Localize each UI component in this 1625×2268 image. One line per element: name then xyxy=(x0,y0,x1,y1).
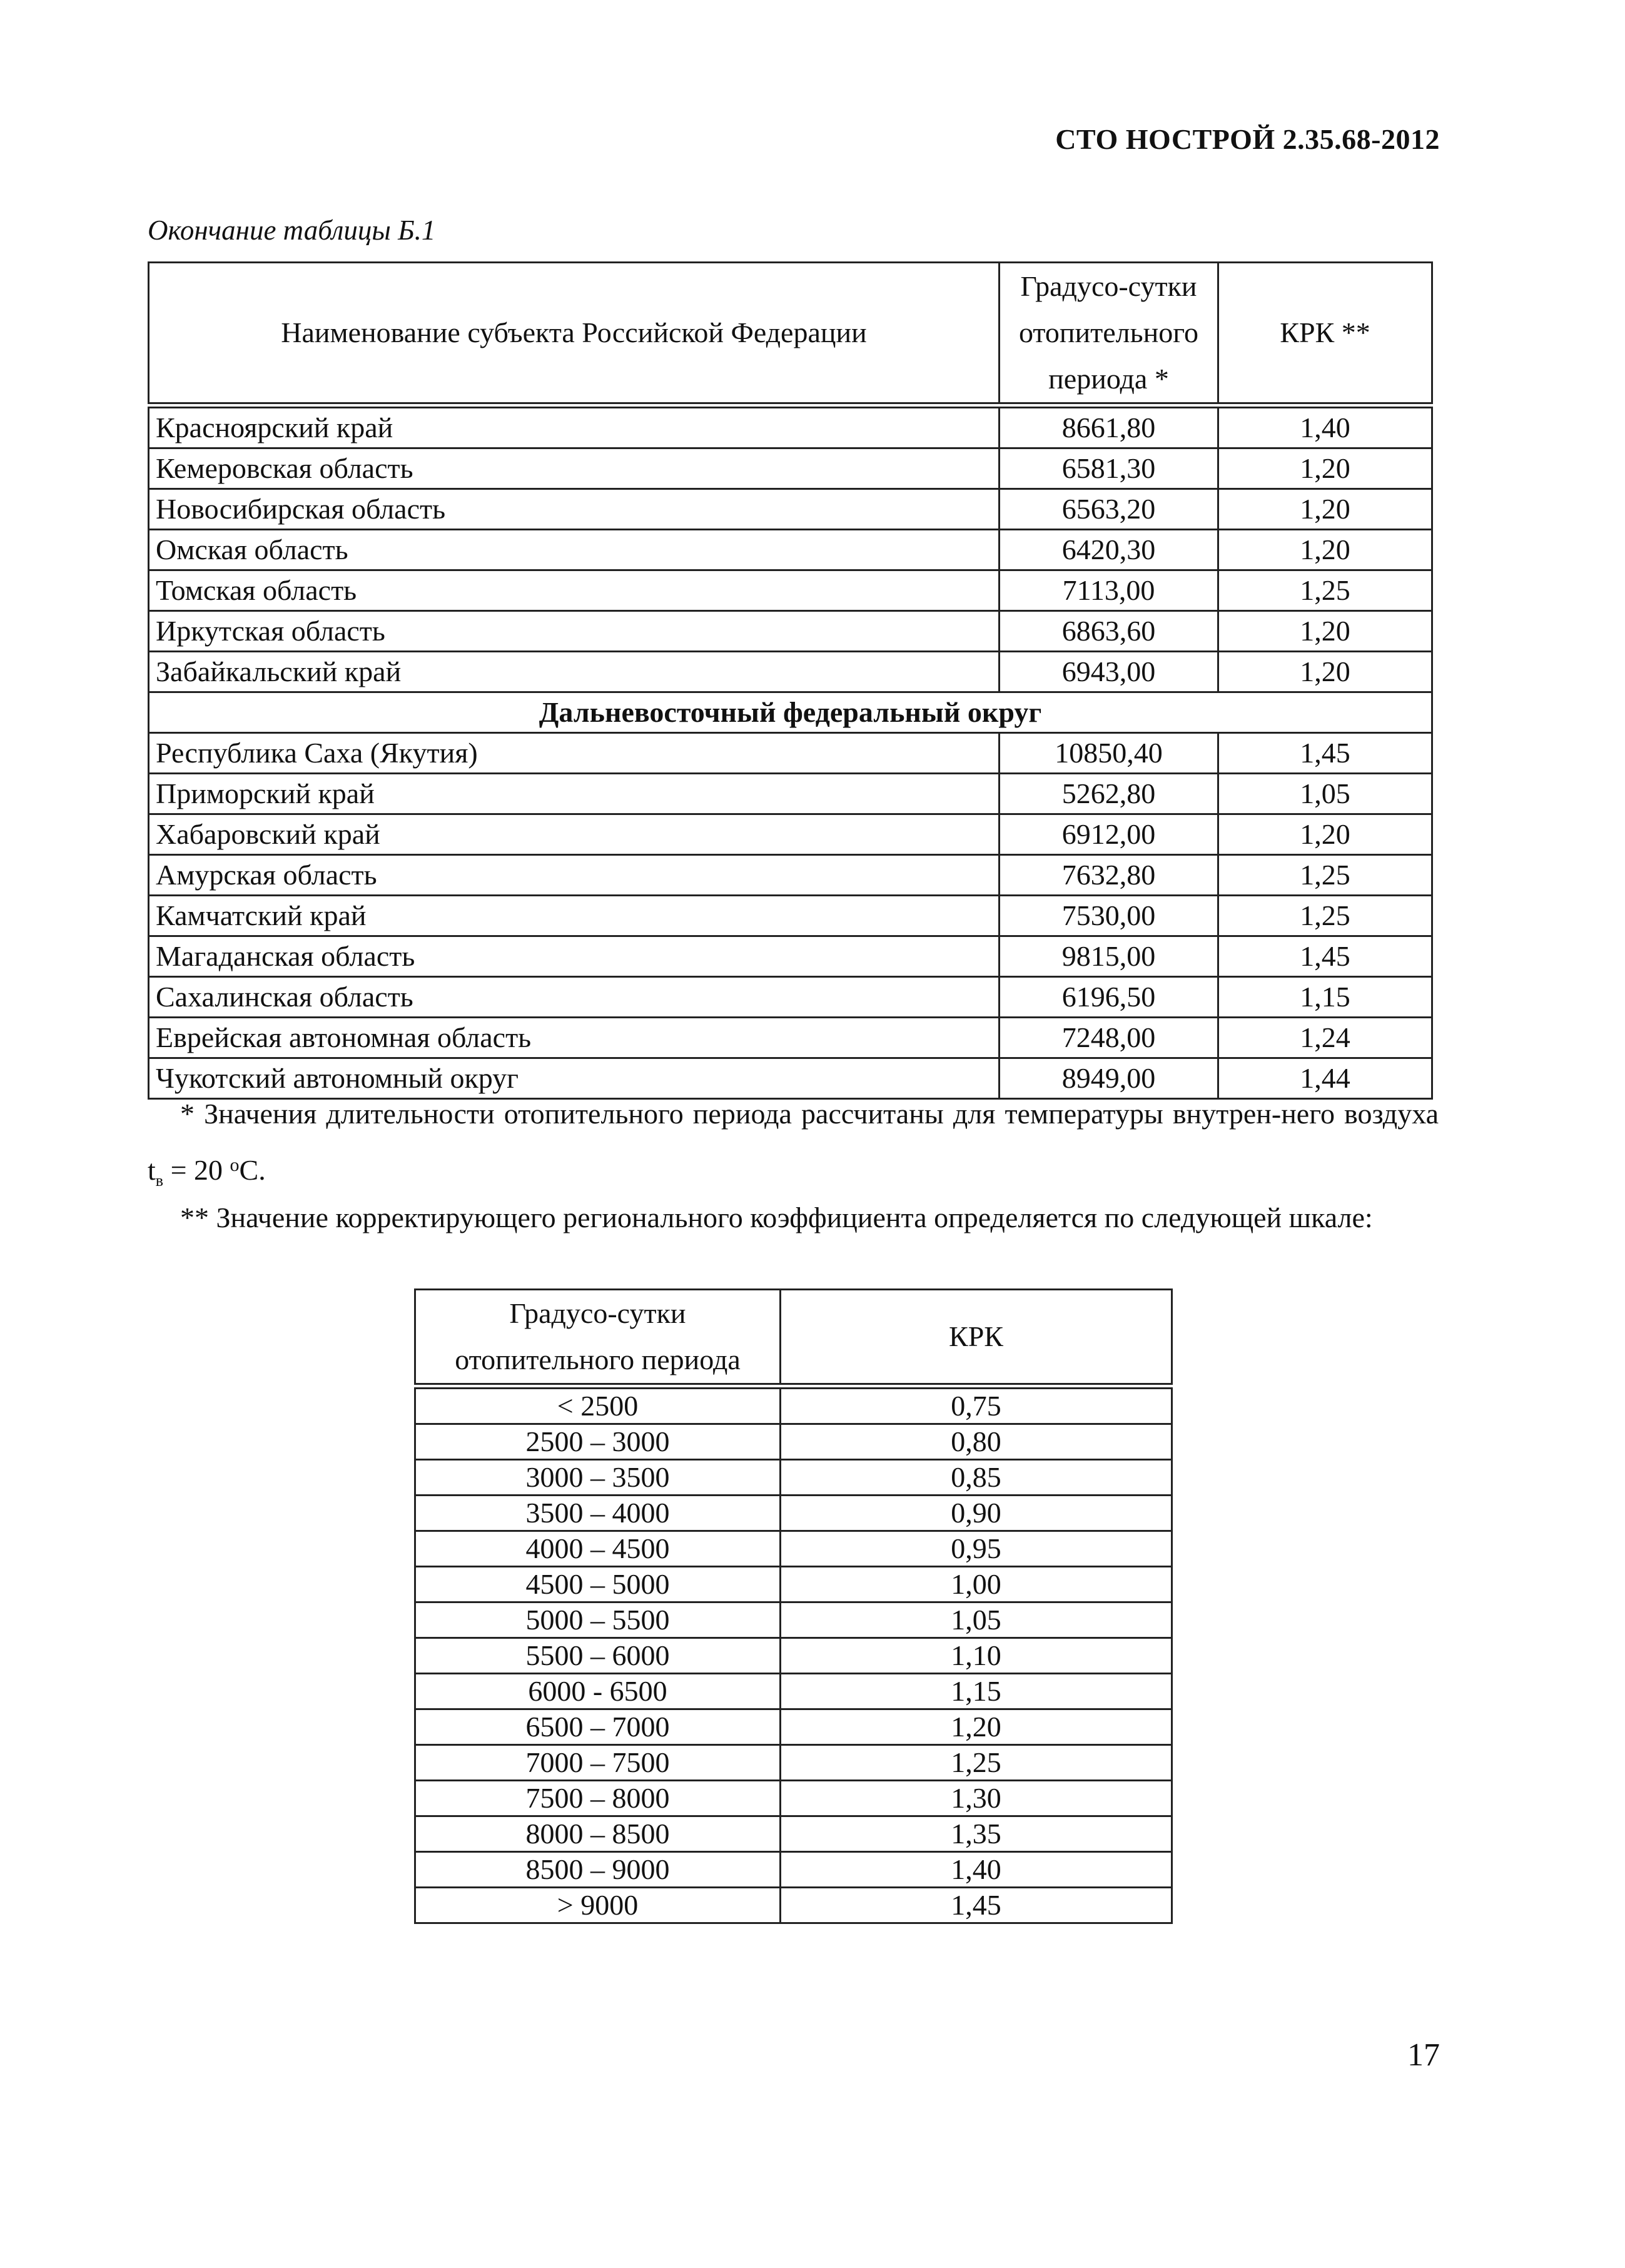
degree-days-range-cell: 7500 – 8000 xyxy=(415,1781,781,1816)
krk-cell: 1,45 xyxy=(1218,936,1432,977)
table-row xyxy=(415,1496,1172,1531)
table-row xyxy=(149,489,1432,530)
krk-value-cell: 0,75 xyxy=(781,1386,1172,1424)
document-code-header: СТО НОСТРОЙ 2.35.68-2012 xyxy=(1055,123,1440,155)
table-row xyxy=(149,405,1432,448)
krk-value-cell: 1,30 xyxy=(781,1781,1172,1816)
region-name-cell: Республика Саха (Якутия) xyxy=(149,733,1000,774)
degree-days-range-cell: 3000 – 3500 xyxy=(415,1460,781,1496)
footnote-krk xyxy=(148,1192,1439,1243)
region-name-cell: Хабаровский край xyxy=(149,814,1000,855)
degree-days-cell: 6563,20 xyxy=(1000,489,1218,530)
degree-days-range-cell: > 9000 xyxy=(415,1888,781,1923)
table-row xyxy=(415,1567,1172,1602)
region-name-cell: Томская область xyxy=(149,570,1000,611)
krk-cell: 1,25 xyxy=(1218,855,1432,896)
krk-value-cell: 0,95 xyxy=(781,1531,1172,1567)
table-row xyxy=(415,1745,1172,1781)
krk-scale-body xyxy=(415,1386,1172,1923)
scale-header-line: отопительного периода xyxy=(455,1344,741,1375)
degree-days-cell: 5262,80 xyxy=(1000,774,1218,814)
table-row xyxy=(415,1816,1172,1852)
regions-table xyxy=(148,261,1433,1100)
region-name-cell: Кемеровская область xyxy=(149,448,1000,489)
degree-days-range-cell: 4000 – 4500 xyxy=(415,1531,781,1567)
footnote-text: * Значения длительности отопительного периода рассчитаны для температуры внутрен-него воздуха t xyxy=(148,1098,1439,1186)
table-row xyxy=(415,1531,1172,1567)
krk-value-cell: 1,20 xyxy=(781,1709,1172,1745)
footnote-text: С. xyxy=(239,1154,266,1186)
table-row xyxy=(415,1852,1172,1888)
krk-cell: 1,05 xyxy=(1218,774,1432,814)
scale-header-krk: КРК xyxy=(781,1290,1172,1387)
krk-cell: 1,20 xyxy=(1218,652,1432,692)
section-row xyxy=(149,692,1432,733)
footnote-text: ** Значение корректирующего регионального коэффициента определяется по следующей шкале: xyxy=(180,1202,1373,1233)
degree-days-cell: 7113,00 xyxy=(1000,570,1218,611)
table-row xyxy=(149,530,1432,570)
table-caption: Окончание таблицы Б.1 xyxy=(148,215,436,246)
table-row xyxy=(149,611,1432,652)
footnote-degree-days xyxy=(148,1088,1439,1207)
regions-table-header xyxy=(149,263,1432,406)
krk-value-cell: 0,80 xyxy=(781,1424,1172,1460)
degree-days-cell: 8661,80 xyxy=(1000,405,1218,448)
region-name-cell: Еврейская автономная область xyxy=(149,1018,1000,1058)
table-row xyxy=(149,936,1432,977)
column-header-degree-days-line: отопительного xyxy=(1019,316,1198,348)
degree-days-range-cell: 8000 – 8500 xyxy=(415,1816,781,1852)
table-row xyxy=(149,814,1432,855)
table-row xyxy=(149,733,1432,774)
degree-days-cell: 6420,30 xyxy=(1000,530,1218,570)
krk-value-cell: 1,15 xyxy=(781,1674,1172,1709)
footnote-text: = 20 xyxy=(163,1154,230,1186)
column-header-krk: КРК ** xyxy=(1218,263,1432,406)
table-row xyxy=(415,1386,1172,1424)
degree-days-range-cell: 2500 – 3000 xyxy=(415,1424,781,1460)
region-name-cell: Магаданская область xyxy=(149,936,1000,977)
degree-days-cell: 7248,00 xyxy=(1000,1018,1218,1058)
krk-value-cell: 1,00 xyxy=(781,1567,1172,1602)
region-name-cell: Амурская область xyxy=(149,855,1000,896)
krk-cell: 1,20 xyxy=(1218,611,1432,652)
krk-value-cell: 1,45 xyxy=(781,1888,1172,1923)
table-row xyxy=(149,855,1432,896)
region-name-cell: Забайкальский край xyxy=(149,652,1000,692)
section-title: Дальневосточный федеральный округ xyxy=(149,692,1432,733)
degree-days-cell: 6196,50 xyxy=(1000,977,1218,1018)
degree-days-cell: 7530,00 xyxy=(1000,896,1218,936)
degree-days-cell: 6912,00 xyxy=(1000,814,1218,855)
column-header-subject: Наименование субъекта Российской Федерации xyxy=(149,263,1000,406)
section-row-group xyxy=(149,692,1432,733)
degree-days-cell: 9815,00 xyxy=(1000,936,1218,977)
footnote-subscript: в xyxy=(155,1172,164,1190)
krk-cell: 1,44 xyxy=(1218,1058,1432,1099)
table-row xyxy=(415,1602,1172,1638)
table-row xyxy=(149,570,1432,611)
krk-value-cell: 1,10 xyxy=(781,1638,1172,1674)
scale-header-line: Градусо-сутки xyxy=(509,1297,686,1329)
degree-sign: o xyxy=(230,1155,240,1175)
region-name-cell: Чукотский автономный округ xyxy=(149,1058,1000,1099)
region-name-cell: Сахалинская область xyxy=(149,977,1000,1018)
column-header-degree-days-line: Градусо-сутки xyxy=(1020,270,1197,302)
table-row xyxy=(149,774,1432,814)
table-row xyxy=(149,448,1432,489)
krk-value-cell: 1,25 xyxy=(781,1745,1172,1781)
krk-value-cell: 1,40 xyxy=(781,1852,1172,1888)
degree-days-range-cell: < 2500 xyxy=(415,1386,781,1424)
krk-cell: 1,20 xyxy=(1218,448,1432,489)
column-header-degree-days xyxy=(1000,263,1218,406)
degree-days-range-cell: 6500 – 7000 xyxy=(415,1709,781,1745)
region-name-cell: Иркутская область xyxy=(149,611,1000,652)
table-row xyxy=(149,1018,1432,1058)
krk-cell: 1,15 xyxy=(1218,977,1432,1018)
degree-days-range-cell: 3500 – 4000 xyxy=(415,1496,781,1531)
degree-days-cell: 7632,80 xyxy=(1000,855,1218,896)
krk-value-cell: 0,90 xyxy=(781,1496,1172,1531)
table-row xyxy=(415,1424,1172,1460)
krk-cell: 1,45 xyxy=(1218,733,1432,774)
krk-cell: 1,25 xyxy=(1218,896,1432,936)
krk-cell: 1,25 xyxy=(1218,570,1432,611)
degree-days-cell: 10850,40 xyxy=(1000,733,1218,774)
table-row xyxy=(149,977,1432,1018)
table-row xyxy=(415,1638,1172,1674)
region-name-cell: Камчатский край xyxy=(149,896,1000,936)
region-name-cell: Приморский край xyxy=(149,774,1000,814)
krk-cell: 1,24 xyxy=(1218,1018,1432,1058)
degree-days-cell: 8949,00 xyxy=(1000,1058,1218,1099)
degree-days-cell: 6943,00 xyxy=(1000,652,1218,692)
degree-days-range-cell: 6000 - 6500 xyxy=(415,1674,781,1709)
degree-days-range-cell: 5000 – 5500 xyxy=(415,1602,781,1638)
krk-value-cell: 0,85 xyxy=(781,1460,1172,1496)
page-number: 17 xyxy=(1407,2037,1440,2073)
table-row xyxy=(415,1709,1172,1745)
krk-value-cell: 1,35 xyxy=(781,1816,1172,1852)
table-row xyxy=(149,896,1432,936)
table-row xyxy=(149,652,1432,692)
degree-days-range-cell: 8500 – 9000 xyxy=(415,1852,781,1888)
krk-cell: 1,20 xyxy=(1218,530,1432,570)
table-row xyxy=(415,1888,1172,1923)
degree-days-range-cell: 5500 – 6000 xyxy=(415,1638,781,1674)
region-name-cell: Омская область xyxy=(149,530,1000,570)
krk-scale-table xyxy=(414,1288,1173,1924)
krk-cell: 1,40 xyxy=(1218,405,1432,448)
krk-cell: 1,20 xyxy=(1218,814,1432,855)
krk-value-cell: 1,05 xyxy=(781,1602,1172,1638)
table-row xyxy=(415,1460,1172,1496)
degree-days-cell: 6863,60 xyxy=(1000,611,1218,652)
krk-scale-header xyxy=(415,1290,1172,1387)
degree-days-range-cell: 4500 – 5000 xyxy=(415,1567,781,1602)
table-row xyxy=(415,1781,1172,1816)
table-row xyxy=(415,1674,1172,1709)
column-header-degree-days-line: периода * xyxy=(1048,363,1169,395)
degree-days-cell: 6581,30 xyxy=(1000,448,1218,489)
krk-cell: 1,20 xyxy=(1218,489,1432,530)
scale-header-degree-days xyxy=(415,1290,781,1387)
regions-group-1 xyxy=(149,405,1432,692)
region-name-cell: Красноярский край xyxy=(149,405,1000,448)
regions-group-2 xyxy=(149,733,1432,1099)
degree-days-range-cell: 7000 – 7500 xyxy=(415,1745,781,1781)
region-name-cell: Новосибирская область xyxy=(149,489,1000,530)
